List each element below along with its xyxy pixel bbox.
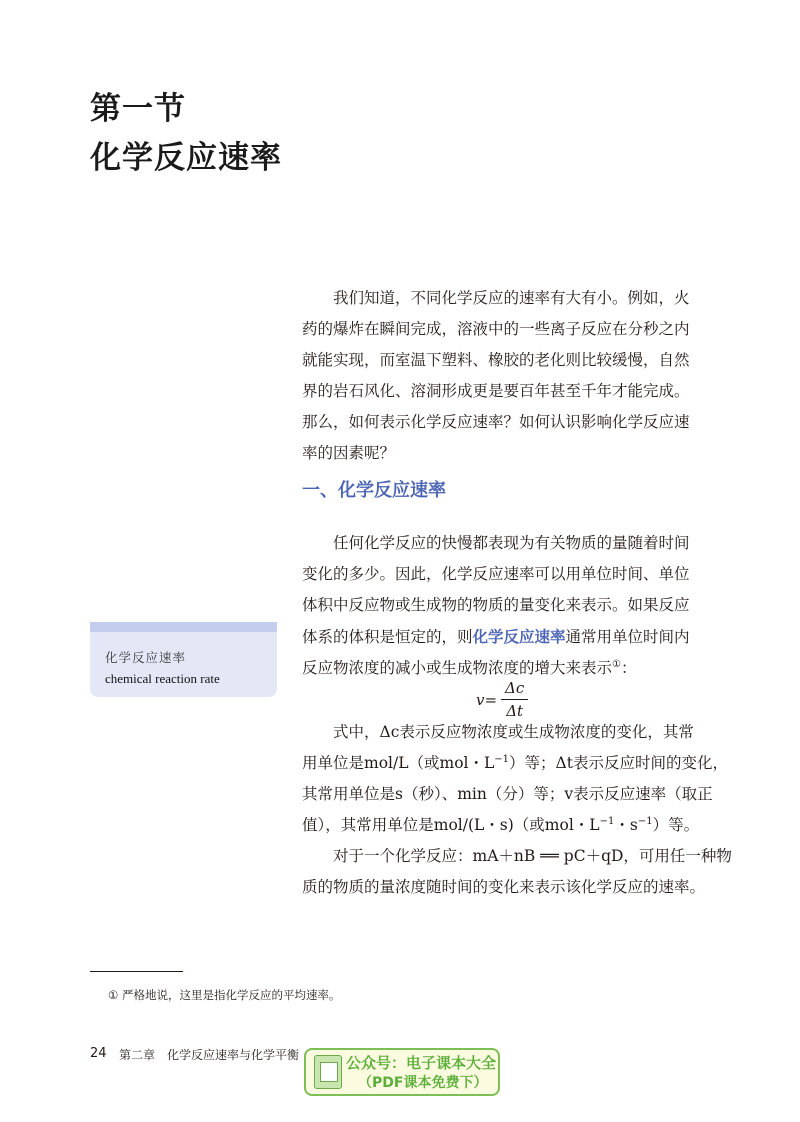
intro-line: 就能实现，而室温下塑料、橡胶的老化则比较缓慢，自然 <box>302 351 690 369</box>
intro-paragraph <box>302 283 700 469</box>
body-line <box>302 810 700 841</box>
body-line: 变化的多少。因此，化学反应速率可以用单位时间、单位 <box>302 565 690 583</box>
key-term: 化学反应速率 <box>472 627 566 646</box>
body-text: ）等；Δt表示反应时间的变化， <box>509 754 728 772</box>
formula-numerator: Δc <box>501 679 528 700</box>
intro-line: 那么，如何表示化学反应速率？如何认识影响化学反应速 <box>302 413 690 431</box>
intro-line: 我们知道，不同化学反应的速率有大有小。例如，火 <box>333 289 690 307</box>
glossary-term-chinese: 化学反应速率 <box>105 650 187 665</box>
book-logo-icon <box>314 1055 342 1089</box>
body-line: 任何化学反应的快慢都表现为有关物质的量随着时间 <box>333 534 690 552</box>
page-title: 化学反应速率 <box>90 140 282 176</box>
glossary-box <box>90 622 277 697</box>
section-number-title: 第一节 <box>90 91 186 127</box>
formula-fraction <box>501 679 528 720</box>
body-text: ）等。 <box>652 816 700 834</box>
watermark-line1: 公众号：电子课本大全 <box>346 1054 497 1072</box>
footnote: ① 严格地说，这里是指化学反应的平均速率。 <box>108 988 341 1002</box>
body-line: 式中，Δc表示反应物浓度或生成物浓度的变化，其常 <box>333 723 694 741</box>
exponent: −1 <box>637 815 653 827</box>
body-line: 体积中反应物或生成物的物质的量变化来表示。如果反应 <box>302 596 690 614</box>
body-text: 通常用单位时间内 <box>565 628 690 646</box>
formula-lhs: v= <box>476 690 498 709</box>
rate-formula <box>476 679 528 720</box>
body-text: 用单位是mol/L（或mol・L <box>302 754 495 772</box>
definition-paragraph <box>302 528 700 684</box>
footnote-marker: ① <box>612 658 621 670</box>
intro-line: 界的岩石风化、溶洞形成更是要百年甚至千年才能完成。 <box>302 382 690 400</box>
page-number: 24 <box>90 1046 107 1061</box>
body-line: 对于一个化学反应：mA＋nB ══ pC＋qD，可用任一种物 <box>333 847 732 865</box>
body-text: 体系的体积是恒定的，则 <box>302 628 473 646</box>
watermark-line2: （PDF课本免费下） <box>358 1075 488 1091</box>
body-line <box>302 621 700 653</box>
formula-denominator: Δt <box>506 702 524 720</box>
glossary-top-bar <box>90 622 277 632</box>
body-line: 其常用单位是s（秒）、min（分）等；v表示反应速率（取正 <box>302 785 713 803</box>
body-line: 质的物质的量浓度随时间的变化来表示该化学反应的速率。 <box>302 878 706 896</box>
exponent: −1 <box>599 815 615 827</box>
glossary-term-english: chemical reaction rate <box>105 671 220 686</box>
body-text: 值），其常用单位是mol/(L・s)（或mol・L <box>302 816 600 834</box>
intro-line: 率的因素呢？ <box>302 444 396 462</box>
body-text: 反应物浓度的减小或生成物浓度的增大来表示 <box>302 659 613 677</box>
body-text: ： <box>620 659 637 677</box>
section-heading: 一、化学反应速率 <box>302 480 446 501</box>
watermark-badge <box>304 1048 500 1096</box>
intro-line: 药的爆炸在瞬间完成，溶液中的一些离子反应在分秒之内 <box>302 320 690 338</box>
chapter-title: 第二章 化学反应速率与化学平衡 <box>119 1048 300 1062</box>
exponent: −1 <box>494 753 510 765</box>
explanation-paragraph <box>302 717 732 903</box>
body-text: ・s <box>614 816 638 834</box>
footnote-divider <box>90 971 183 972</box>
body-line <box>302 748 728 779</box>
